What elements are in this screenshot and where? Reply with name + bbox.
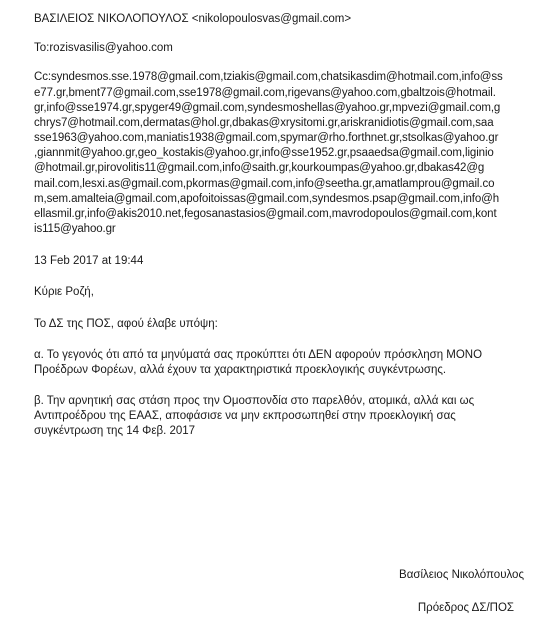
cc-line: is115@yahoo.gr — [34, 223, 116, 236]
cc-line: ,giannmit@yahoo.gr,geo_kostakis@yahoo.gr,info@sse1952.gr,psaaedsa@gmail.com,liginio — [34, 147, 494, 160]
cc-line: Cc:syndesmos.sse.1978@gmail.com,tziakis@gmail.com,chatsikasdim@hotmail.com,info@ss — [34, 71, 503, 84]
point-a — [34, 348, 532, 378]
signature-block — [399, 568, 524, 616]
signature-name: Βασίλειος Νικολόπουλος — [399, 569, 524, 581]
cc-line: sse1963@yahoo.com,maniatis1938@gmail.com,spymar@rho.forthnet.gr,stsolkas@yahoo.gr — [34, 132, 499, 145]
cc-line: gr,info@sse1974.gr,spyger49@gmail.com,syndesmoshellas@yahoo.gr,mpvezi@gmail.com,g — [34, 101, 501, 114]
cc-line: mail.com,lesxi.as@gmail.com,pkormas@gmail.com,info@seetha.gr,amatlamprou@gmail.co — [34, 177, 495, 190]
point-b-line: Αντιπροέδρου της ΕΑΑΣ, αποφάσισε να μην εκπροσωπηθεί στην προεκλογική σας — [34, 410, 456, 423]
point-a-line: α. Το γεγονός ότι από τα μηνύματά σας προκύπτει ότι ΔΕΝ αφορούν πρόσκληση ΜΟΝΟ — [34, 348, 483, 361]
email-intro: Το ΔΣ της ΠΟΣ, αφού έλαβε υπόψη: — [34, 317, 218, 330]
email-cc — [34, 70, 532, 237]
point-b-line: β. Την αρνητική σας στάση προς την Ομοσπονδία στο παρελθόν, ατομικά, αλλά και ως — [34, 395, 475, 408]
cc-line: chrys7@hotmail.com,dermatas@hol.gr,dbakas@xrysitomi.gr,ariskranidiotis@gmail.com,saa — [34, 116, 494, 129]
point-b-line: συγκέντρωση της 14 Φεβ. 2017 — [34, 425, 196, 438]
point-a-line: Προέδρων Φορέων, αλλά έχουν τα χαρακτηριστικά προεκλογικής συγκέντρωσης. — [34, 363, 447, 376]
cc-line: @hotmail.gr,pirovolitis11@gmail.com,info@saith.gr,kourkoumpas@yahoo.gr,dbakas42@g — [34, 162, 485, 175]
point-b — [34, 394, 532, 440]
email-to: To:rozisvasilis@yahoo.com — [34, 42, 173, 55]
email-from: ΒΑΣΙΛΕΙΟΣ ΝΙΚΟΛΟΠΟΥΛΟΣ <nikolopoulosvas@gmail.com> — [34, 13, 352, 25]
cc-line: ellasmil.gr,info@akis2010.net,fegosanastasios@gmail.com,mavrodopoulos@gmail.com,kont — [34, 207, 497, 220]
cc-line: m,sem.amalteia@gmail.com,apofoitoissas@gmail.com,syndesmos.psap@gmail.com,info@h — [34, 192, 500, 205]
email-greeting: Κύριε Ροζή, — [34, 286, 94, 299]
signature-title: Πρόεδρος ΔΣ/ΠΟΣ — [417, 602, 514, 615]
email-date: 13 Feb 2017 at 19:44 — [34, 255, 144, 268]
cc-line: e77.gr,bment77@gmail.com,sse1978@gmail.com,rigevans@yahoo.com,gbaltzois@hotmail. — [34, 86, 496, 99]
